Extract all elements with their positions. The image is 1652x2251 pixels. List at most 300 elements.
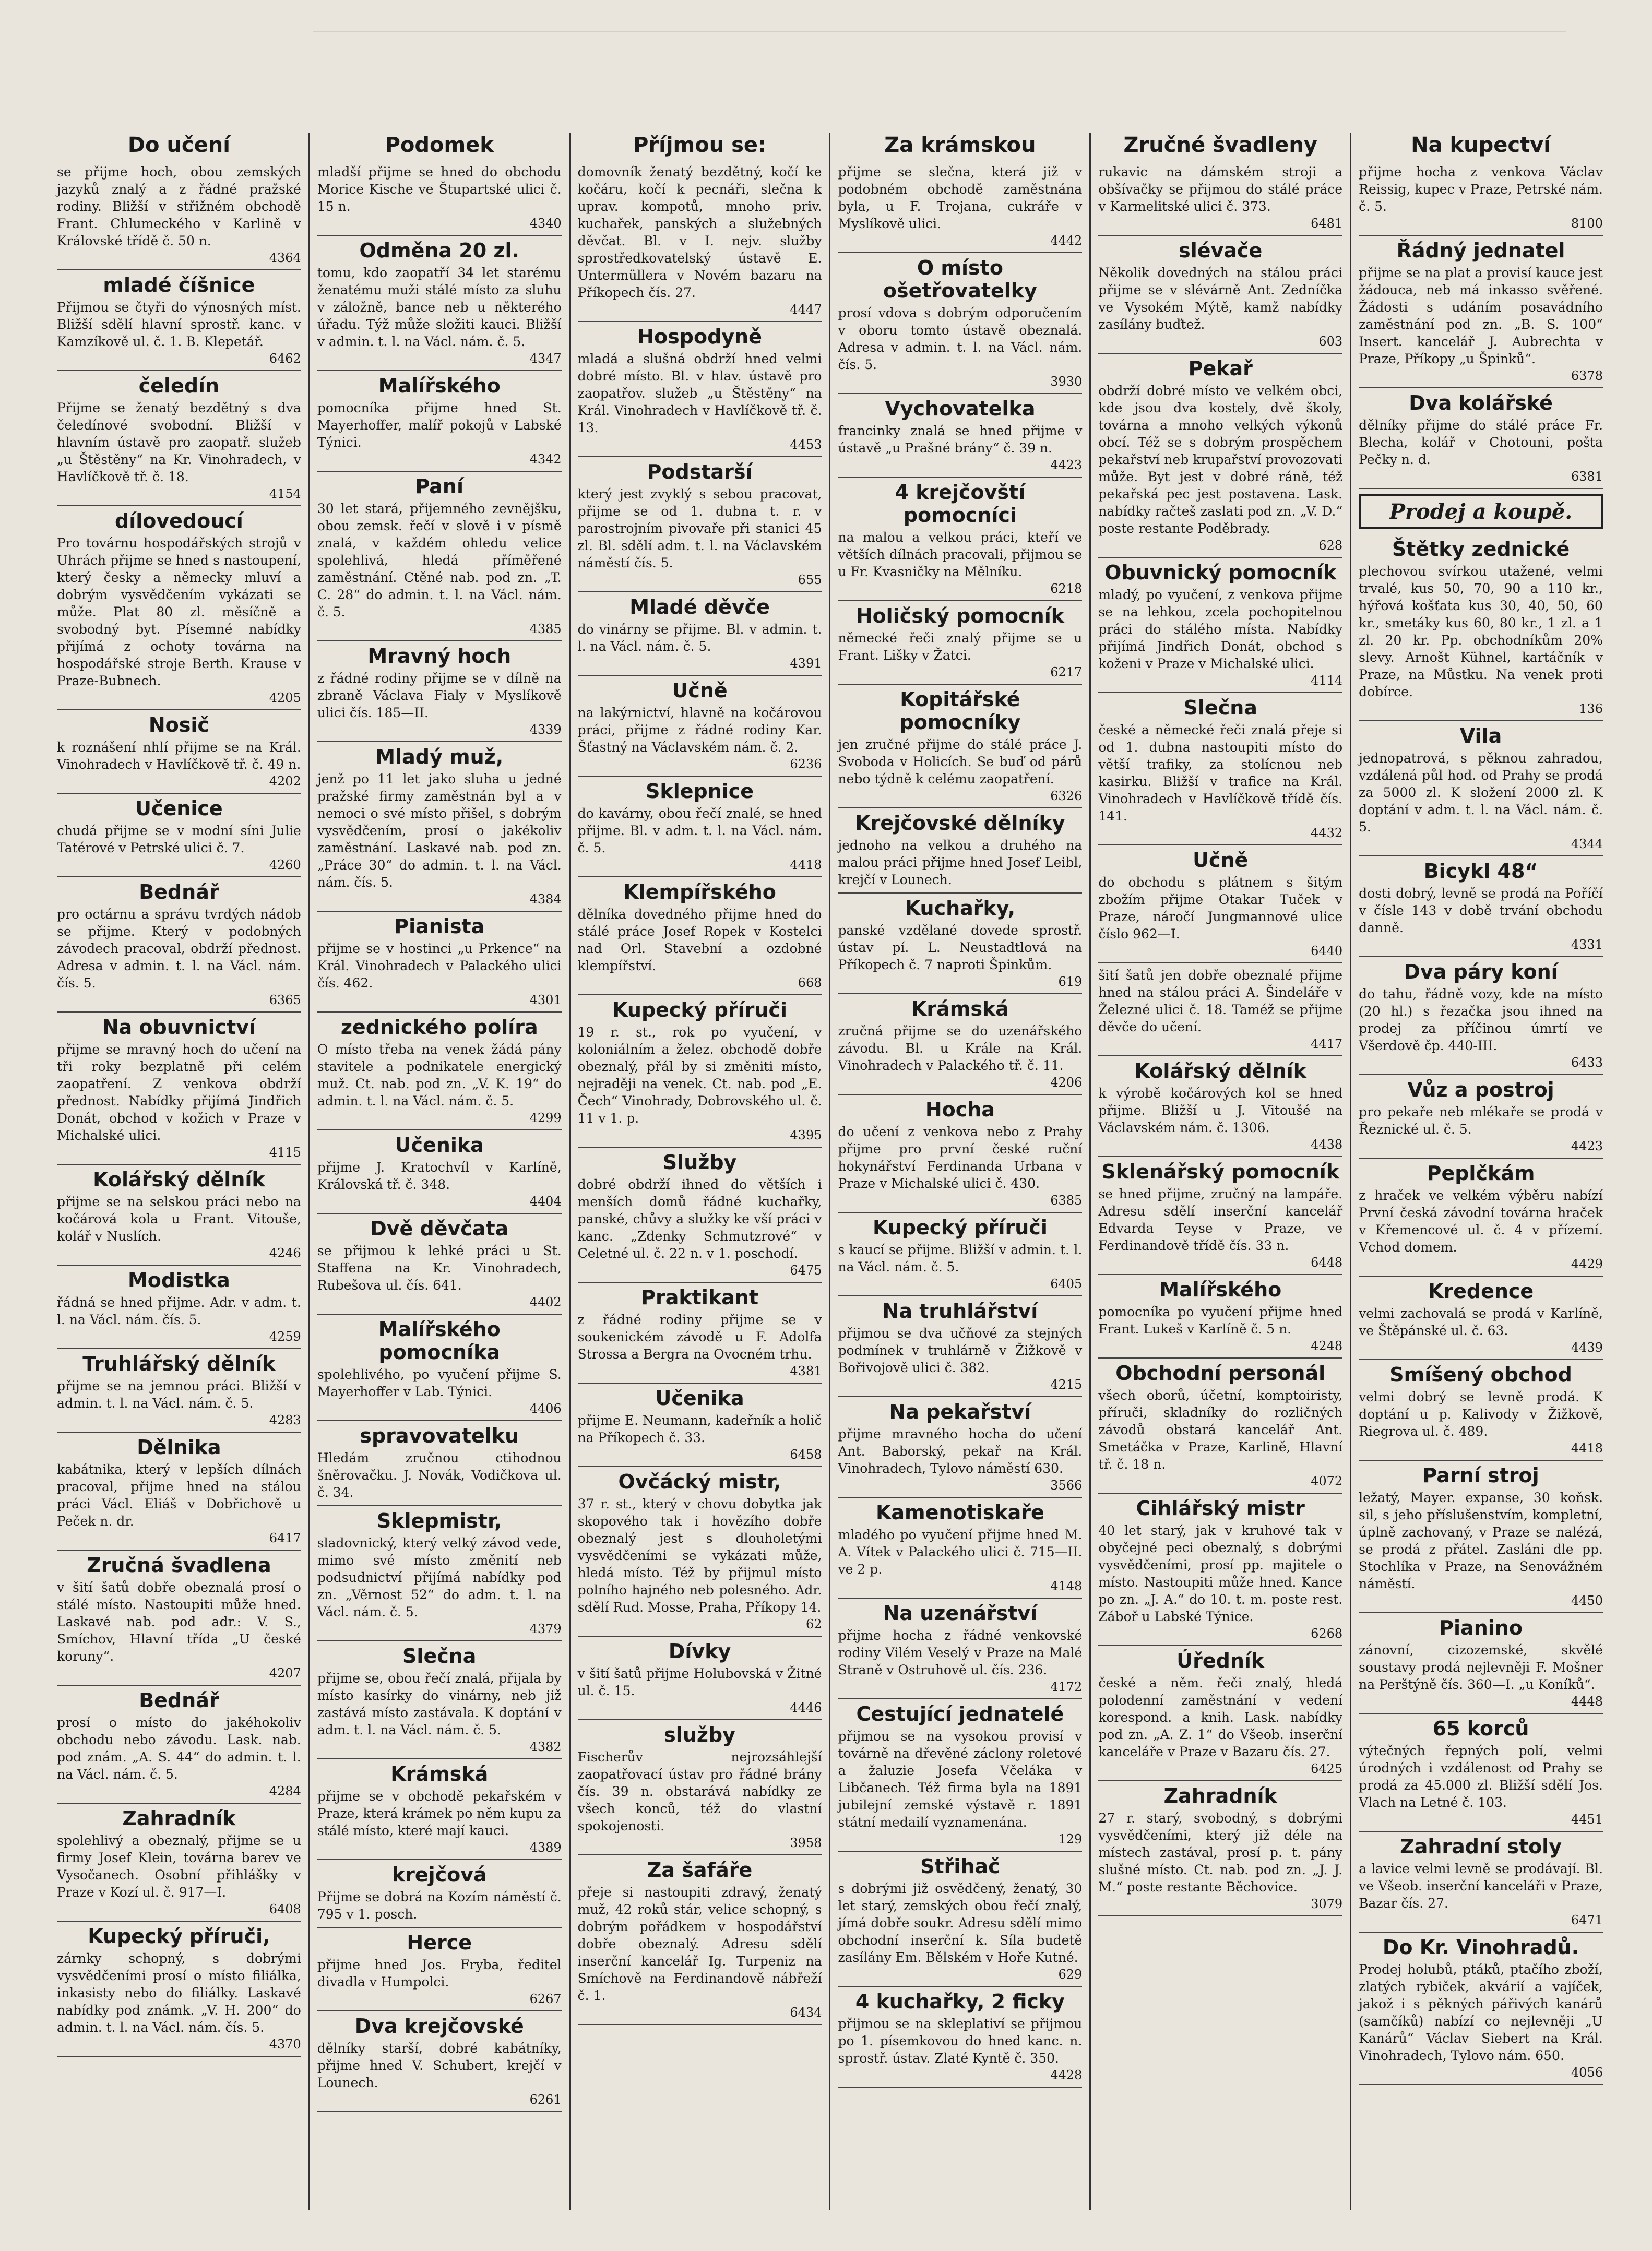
classified-ad (1359, 957, 1603, 1075)
classified-ad (838, 1397, 1082, 1498)
ad-body: řádná se hned přijme. Adr. v adm. t. l. na Václ. nám. čís. 5. (57, 1295, 301, 1327)
ad-title: Zahradník (1163, 1784, 1277, 1807)
ad-body: do tahu, řádně vozy, kde na místo (20 hl.) s řezačka jsou ihned na prodej za příčinou úmrtí ve Všerdově čp. 440-III. (1359, 986, 1603, 1053)
ad-number: 6462 (269, 351, 301, 366)
column-heading: Příjmou se: (633, 133, 767, 157)
classified-ad (578, 1467, 822, 1637)
ad-number: 4450 (1571, 1593, 1603, 1608)
ad-number: 4402 (529, 1295, 562, 1309)
ad-body: mladý, po vyučení, z venkova přijme se na lehkou, zcela pochopitelnou práci do stálého místa. Nabídky přijímá Jindřich Donát, obchod s koženi v Praze v Michalské ulici. (1098, 587, 1343, 671)
ad-body: přijme hocha z řádné venkovské rodiny Vilém Veselý v Praze na Malé Straně v Ostruhově ul. čís. 236. (838, 1628, 1083, 1677)
ad-body: přijmou se na skleplativí se přijmou po 1. písemkovou do hned kanc. n. sprostř. ústav. Zlaté Kyntě č. 350. (838, 2016, 1083, 2066)
ad-number: 6385 (1050, 1193, 1083, 1208)
classified-ad (57, 1349, 301, 1433)
classified-ad (1359, 1277, 1603, 1360)
classified-ad (1359, 1159, 1603, 1277)
ad-body: dělníka dovedného přijme hned do stálé práce Josef Ropek v Kostelci nad Orl. Stavební a ozdobné klempířství. (577, 907, 822, 973)
classified-ad (578, 777, 822, 877)
classified-ad (838, 808, 1082, 894)
ad-body: na malou a velkou práci, kteří ve větších dílnách pracovali, přijmou se u Fr. Kvasničky na Mělníku. (838, 530, 1083, 579)
ad-number: 4379 (529, 1622, 562, 1636)
ad-title: Modistka (127, 1269, 230, 1292)
ad-body: prosí o místo do jakéhokoliv obchodu nebo závodu. Lask. nab. pod znám. „A. S. 44“ do admin. t. l. na Václ. nám. č. 5. (57, 1715, 301, 1782)
ad-title: Úředník (1176, 1649, 1265, 1672)
ad-title: O místo ošetřovatelky (883, 256, 1037, 302)
ad-title: Vila (1459, 724, 1502, 747)
ad-body: panské vzdělané dovede sprostř. ústav pí. L. Neustadtlová na Příkopech č. 7 naproti Špinkům. (838, 923, 1083, 972)
ad-body: velmi zachovalá se prodá v Karlíně, ve Štěpánské ul. č. 63. (1359, 1306, 1603, 1338)
ad-title: Sklepnice (646, 780, 754, 803)
classified-ad (578, 1384, 822, 1467)
ad-body: Přijmou se čtyři do výnosných míst. Bližší sdělí hlavní sprostř. kanc. v Kamzíkově ul. č. 1. B. Klepetář. (57, 300, 301, 349)
ad-number: 6218 (1050, 581, 1083, 596)
ad-number: 4447 (790, 302, 822, 317)
ad-title: Smíšený obchod (1389, 1363, 1572, 1386)
ad-title: Pianista (394, 915, 485, 938)
ad-body: v šití šatů přijme Holubovská v Žitné ul. č. 15. (577, 1666, 822, 1698)
ad-number: 4428 (1050, 2068, 1083, 2082)
ad-title: Klempířského (623, 880, 776, 903)
ad-body: jenž po 11 let jako sluha u jedné pražské firmy zaměstnán byl a v nemoci o své místo přišel, s dobrým vysvědčením, prosí o jakékoliv zaměstnání. Laskavé nab. pod zn. „Práce 30“ do admin. t. l. na Václ. nám. čís. 5. (317, 771, 562, 890)
ad-body: tomu, kdo zaopatří 34 let starému ženatému muži stálé místo za sluhu v záložně, bance neb u některého úřadu. Týž může složiti kauci. Bližší v admin. t. l. na Václ. nám. č. 5. (317, 265, 562, 349)
ad-body: Přijme se dobrá na Kozím náměstí č. 795 v 1. posch. (317, 1889, 562, 1922)
ad-body: francinky znalá se hned přijme v ústavě „u Prašné brány“ č. 39 n. (838, 423, 1083, 456)
classified-ad (317, 1641, 562, 1759)
ad-title: Na uzenářství (883, 1602, 1038, 1625)
ad-title: Kupecký příruči (872, 1216, 1048, 1239)
ad-body: přijme se, obou řečí znalá, přijala by místo kasírky do vinárny, neb již zastává místo zastávala. K doptání v adm. t. l. na Václ. nám. č. 5. (317, 1671, 562, 1737)
ad-number: 6408 (269, 1902, 301, 1916)
ad-body: obdrží dobré místo ve velkém obci, kde jsou dva kostely, dvě školy, továrna a mnoho velkých výkonů obcí. Též se s dobrým prospěchem pekařství neb krupařství provozovati může. Byt jest v dobré ráně, též pekařská pec jest postavena. Lask. nabídky račteš zaslati pod zn. „V. D.“ poste restante Poděbrady. (1098, 383, 1343, 536)
ad-title: Truhlářský dělník (82, 1352, 276, 1375)
ad-number: 4283 (269, 1413, 301, 1427)
ad-number: 4259 (269, 1329, 301, 1344)
classified-ad (317, 1421, 562, 1506)
ad-body: domovník ženatý bezdětný, kočí ke kočáru, kočí k pecnáři, slečna k uprav. kompotů, mnoho priv. kuchařek, panských a služebných děvčat. Bl. v I. nejv. služby sprostředkovatelský ústavě E. Untermüllera v Novém bazaru na Příkopech čís. 27. (577, 164, 822, 300)
ad-title: Služby (662, 1151, 737, 1174)
ad-body: velmi dobrý se levně prodá. K doptání u p. Kalivody v Žižkově, Riegrova ul. č. 489. (1359, 1389, 1603, 1439)
ad-body: mladá a slušná obdrží hned velmi dobré místo. Bl. v hlav. ústavě pro zaopatřov. služeb „u Štěstěny“ na Král. Vinohradech v Havlíčkově tř. č. 13. (577, 351, 822, 435)
ad-title: Kopitářské pomocníky (899, 688, 1021, 734)
ad-body: přijme se na plat a provisí kauce jest žádouca, neb má inkasso svěřené. Žádosti s udáním posavádního zaměstnání pod zn. „B. S. 100“ Insert. kancelář J. Aubrechta v Praze, Příkopy „u Špinků“. (1359, 265, 1603, 366)
ad-title: Zručná švadlena (87, 1554, 271, 1577)
ad-number: 6378 (1571, 368, 1603, 383)
ad-body: do učení z venkova nebo z Prahy přijme pro první české ruční hokynářství Ferdinanda Urbana v Praze v Michalské ulici č. 430. (838, 1124, 1083, 1191)
ad-title: Dva kolářské (1409, 391, 1553, 414)
ad-title: Kolářský dělník (1134, 1059, 1306, 1082)
ad-title: 4 kuchařky, 2 ficky (855, 1990, 1065, 2013)
classified-ad (838, 1699, 1082, 1852)
ad-body: zánovní, cizozemské, skvělé soustavy prodá nejlevněji F. Mošner na Perštýně čís. 360—I. „u Koníků“. (1359, 1642, 1603, 1692)
ad-title: Zahradník (122, 1807, 236, 1830)
ad-number: 629 (1058, 1967, 1083, 1982)
ad-title: Hocha (925, 1098, 995, 1121)
ad-title: 65 korců (1432, 1717, 1529, 1740)
ad-body: zárnky schopný, s dobrými vysvědčeními prosí o místo filiálka, inkasisty nebo do filiálky. Laskavé nabídky pod známk. „V. H. 200“ do admin. t. l. na Václ. nám. čís. 5. (57, 1951, 301, 2035)
ad-body: ležatý, Mayer. expanse, 30 koňsk. sil, s jeho příslušenstvím, kompletní, úplně zachovaný, v Praze se nalézá, se prodá z přátel. Zasláni dle pp. Stochlíka v Praze, na Senovážném náměstí. (1359, 1490, 1603, 1591)
ad-number: 4438 (1311, 1137, 1343, 1152)
ad-body: mladší přijme se hned do obchodu Morice Kische ve Štupartské ulici č. 15 n. (317, 164, 562, 214)
column-heading: Za krámskou (884, 133, 1036, 157)
ad-body: 19 r. st., rok po vyučení, v koloniálním a želez. obchodě dobře obeznalý, přál by si změniti místo, nejraději na venek. Ct. nab. pod „E. Čech“ Vinohrady, Dobrovského ul. č. 11 v 1. p. (577, 1025, 822, 1126)
ad-body: z řádné rodiny přijme se v dílně na zbraně Václava Fialy v Myslíkově ulici čís. 185—II. (317, 671, 562, 720)
classified-ad (578, 1283, 822, 1384)
ad-number: 6365 (269, 993, 301, 1007)
ad-number: 6475 (790, 1263, 822, 1278)
classified-ad (1359, 1075, 1603, 1159)
ad-body: šití šatů jen dobře obeznalé přijme hned na stálou práci A. Šindeláře v Železné ulici č. 18. Taméž se přijme děvče do učení. (1098, 968, 1343, 1034)
ad-title: Dva páry koní (1404, 960, 1558, 983)
classified-ad (57, 1266, 301, 1349)
ad-number: 4260 (269, 857, 301, 872)
ad-body: přijme hned Jos. Fryba, ředitel divadla v Humpolci. (317, 1957, 562, 1990)
classified-ad (838, 894, 1082, 994)
ad-title: Učně (1193, 849, 1249, 872)
ad-title: Krámská (390, 1762, 489, 1785)
ad-body: přijme se mravný hoch do učení na tři roky bezplatně při celém zaopatření. Z venkova obdrží přednost. Nabídky přijímá Jindřich Donát, obchod v kožich v Praze v Michalské ulici. (57, 1042, 301, 1143)
classified-ad (57, 506, 301, 710)
ad-body: pomocníka po vyučení přijme hned Frant. Lukeš v Karlíně č. 5 n. (1098, 1304, 1343, 1337)
classified-ad (578, 457, 822, 592)
ad-title: Peplčkám (1427, 1162, 1535, 1185)
ad-number: 6481 (1311, 216, 1343, 231)
ad-body: do vinárny se přijme. Bl. v admin. t. l. na Václ. nám. č. 5. (577, 622, 822, 654)
ad-number: 4206 (1050, 1075, 1083, 1090)
ad-number: 4417 (1311, 1037, 1343, 1051)
ad-number: 4391 (790, 656, 822, 671)
ad-body: spolehlivý a obeznalý, přijme se u firmy Josef Klein, továrna barev ve Vysočanech. Osobní přihlášky v Praze v Kozí ul. č. 917—I. (57, 1833, 301, 1900)
ad-body: přeje si nastoupiti zdravý, ženatý muž, 42 roků stár, velice schopný, s dobrým pořádkem v hospodářství dobře obeznalý. Adresu sdělí inserční kancelář Ig. Turpeniz na Smíchově na Ferdinandově nábřeží č. 1. (577, 1885, 822, 2003)
classified-ad (317, 641, 562, 742)
ad-number: 4215 (1050, 1377, 1083, 1392)
ad-number: 4344 (1571, 837, 1603, 851)
ad-title: Cihlářský mistr (1136, 1497, 1305, 1520)
ad-body: se přijmou k lehké práci u St. Staffena na Kr. Vinohradech, Rubešova ul. čís. 641. (317, 1243, 562, 1293)
ad-title: mladé číšnice (103, 273, 255, 296)
classified-ad (1359, 1360, 1603, 1461)
ad-number: 4115 (269, 1145, 301, 1160)
ad-number: 6217 (1050, 665, 1083, 680)
ad-number: 4395 (790, 1128, 822, 1142)
ad-number: 6405 (1050, 1277, 1083, 1291)
ad-body: prosí vdova s dobrým odporučením v oboru tomto ústavě obeznalá. Adresa v admin. t. l. na Václ. nám. čís. 5. (838, 305, 1083, 372)
classified-ad (838, 160, 1082, 253)
ad-body: Přijme se ženatý bezdětný s dva čeledínové svobodní. Bližší v hlavním ústavě pro zaopatř. služeb „u Štěstěny“ na Kr. Vinohradech, v Havlíčkově tř. č. 18. (57, 400, 301, 484)
ad-body: 27 r. starý, svobodný, s dobrými vysvědčeními, který již déle na místech zastával, prosí p. t. pány slušné místo. Ct. nab. pod zn. „J. J. M.“ poste restante Běchovice. (1098, 1811, 1343, 1895)
classified-ad (1098, 558, 1342, 693)
classified-ad (317, 1214, 562, 1315)
ad-number: 6417 (269, 1531, 301, 1545)
ad-title: Ovčácký mistr, (618, 1470, 781, 1493)
ad-number: 4432 (1311, 826, 1343, 840)
ad-title: Sklenářský pomocník (1101, 1160, 1340, 1183)
ad-number: 4429 (1571, 1257, 1603, 1271)
ad-number: 4451 (1571, 1812, 1603, 1827)
ad-body: O místo třeba na venek žádá pány stavitele a podnikatele energický muž. Ct. nab. pod zn. „V. K. 19“ do admin. t. l. na Václ. nám. č. 5. (317, 1042, 562, 1109)
ad-title: Vychovatelka (885, 397, 1036, 420)
classified-ad (57, 1551, 301, 1686)
ad-number: 3958 (790, 1836, 822, 1850)
ad-body: přijme se v hostinci „u Prkence“ na Král. Vinohradech v Palackého ulici čís. 462. (317, 941, 562, 991)
classified-ad (838, 685, 1082, 808)
ad-title: Malířského pomocníka (378, 1318, 501, 1364)
ad-title: Na truhlářství (882, 1300, 1038, 1323)
ad-body: přijmou se na vysokou provisí v továrně na dřevěné záclony roletové a žaluzie Josefa Včeláka v Libčanech. Též firma byla na 1891 jubilejní zemské výstavě r. 1891 státní medailí vyznamenána. (838, 1729, 1083, 1830)
classified-ad (1359, 721, 1603, 856)
ad-title: Učenice (135, 797, 223, 820)
ad-number: 4364 (269, 251, 301, 265)
ad-body: 40 let starý, jak v kruhové tak v obyčejné peci obeznalý, s dobrými vysvědčeními, prosí pp. majitele o místo. Nastoupiti může hned. Kance po zn. „J. A.“ do 10. t. m. poste rest. Záboř u Labské Týnice. (1098, 1523, 1343, 1624)
classified-ad (317, 1013, 562, 1130)
classified-ad (317, 1759, 562, 1860)
ad-title: Paní (415, 475, 464, 498)
ad-number: 4339 (529, 722, 562, 737)
ad-title: Střihač (920, 1855, 1000, 1878)
ad-title: čeledín (138, 374, 220, 397)
ad-body: s dobrými již osvědčený, ženatý, 30 let starý, zemských obou řečí znalý, jímá dobře soukr. Adresu sdělí mimo obchodní inserční k. Síla budetě zasílány Em. Bělském v Hoře Kutné. (838, 1881, 1083, 1965)
ad-body: české a německé řeči znalá přeje si od 1. dubna nastoupiti místo do větší trafiky, za stolícnou neb kasirku. Bližší v trafice na Král. Vinohradech v Havlíčkově třídě čís. 141. (1098, 722, 1343, 824)
ad-title: Malířského (1159, 1278, 1282, 1301)
ad-number: 8100 (1571, 216, 1603, 231)
classified-ad (838, 601, 1082, 685)
ad-number: 4389 (529, 1840, 562, 1855)
ad-title: Dělnika (137, 1436, 221, 1459)
ad-title: Kuchařky, (905, 897, 1016, 920)
ad-number: 6433 (1571, 1055, 1603, 1070)
ad-body: dosti dobrý, levně se prodá na Poříčí v čísle 143 v době trvání obchodu danně. (1359, 886, 1603, 935)
ad-body: který jest zvyklý s sebou pracovat, přijme se od 1. dubna t. r. v parostrojním pivovaře při stanici 45 zl. Bl. sdělí adm. t. l. na Václavském náměstí čís. 5. (577, 486, 822, 570)
ad-number: 62 (805, 1617, 822, 1631)
ad-title: Obuvnický pomocník (1104, 561, 1337, 584)
ad-title: Zahradní stoly (1400, 1835, 1562, 1858)
ad-title: Vůz a postroj (1407, 1078, 1554, 1101)
ad-title: Slečna (1183, 696, 1257, 719)
ad-body: přijme se na jemnou práci. Bližší v admin. t. l. na Václ. nám. č. 5. (57, 1378, 301, 1411)
classified-ad (57, 1922, 301, 2057)
ad-body: jednoho na velkou a druhého na malou práci přijme hned Josef Leibl, krejčí v Lounech. (838, 838, 1083, 887)
ad-number: 4284 (269, 1784, 301, 1799)
column-4 (829, 133, 1089, 2210)
ad-number: 4382 (529, 1740, 562, 1754)
classified-ad (838, 1852, 1082, 1987)
ad-number: 4299 (529, 1111, 562, 1125)
ad-number: 655 (798, 573, 822, 587)
classified-ad (1098, 1056, 1342, 1157)
column-6 (1350, 133, 1610, 2210)
ad-number: 668 (798, 975, 822, 990)
ad-body: z řádné rodiny přijme se v soukenickém závodě u F. Adolfa Strossa a Bergra na Ovocném trhu. (577, 1312, 822, 1362)
ad-title: Sklepmistr, (376, 1509, 502, 1532)
section-box-title: Prodej a koupě. (1359, 494, 1603, 529)
classified-ad (57, 270, 301, 371)
ad-body: pro octárnu a správu tvrdých nádob se přijme. Který v podobných závodech pracoval, obdrží přednost. Adresa v admin. t. l. na Václ. nám. čís. 5. (57, 907, 301, 991)
ad-body: mladého po vyučení přijme hned M. A. Vítek v Palackého ulici č. 715—II. ve 2 p. (838, 1527, 1083, 1577)
classified-ad (317, 472, 562, 641)
ad-body: německé řeči znalý přijme se u Frant. Lišky v Žatci. (838, 630, 1083, 663)
ad-number: 3566 (1050, 1478, 1083, 1493)
ad-title: Praktikant (641, 1286, 758, 1309)
ad-number: 3930 (1050, 374, 1083, 389)
ad-title: služby (664, 1723, 735, 1746)
ad-title: Parní stroj (1422, 1464, 1539, 1487)
classified-ad (838, 1987, 1082, 2088)
ad-title: Pianino (1439, 1616, 1523, 1639)
ad-body: přijme mravného hocha do učení Ant. Baborský, pekař na Král. Vinohradech, Tylovo náměstí 630. (838, 1426, 1083, 1476)
ad-body: na lakýrnictví, hlavně na kočárovou práci, přijme z řádné rodiny Kar. Šťastný na Václavském nám. č. 2. (577, 705, 822, 755)
ad-number: 6268 (1311, 1626, 1343, 1641)
classified-ad (838, 253, 1082, 394)
ad-body: do kavárny, obou řečí znalé, se hned přijme. Bl. v adm. t. l. na Václ. nám. č. 5. (577, 806, 822, 855)
column-heading: Na kupectví (1411, 133, 1551, 157)
ad-title: Kredence (1428, 1280, 1534, 1303)
classified-ad (317, 742, 562, 912)
ad-body: dobré obdrží ihned do větších i menších domů řádné kuchařky, panské, chůvy a služky ke vší práci v kanc. „Zdenky Schmutzrové“ v Celetné ul. č. 22 n. v 1. poschodí. (577, 1177, 822, 1261)
ad-title: Holičský pomocník (855, 604, 1065, 627)
ad-title: Pekař (1188, 357, 1253, 380)
classified-ad (1359, 1714, 1603, 1832)
ad-body: přijmou se dva učňové za stejných podmínek v truhlárně v Žižkově v Bořivojově ulici č. 382. (838, 1326, 1083, 1375)
classified-ad (317, 1315, 562, 1421)
ad-title: Učně (672, 679, 728, 702)
ad-number: 4418 (1571, 1441, 1603, 1456)
ad-body: plechovou svírkou utažené, velmi trvalé, kus 50, 70, 90 a 110 kr., hýřová košťata kus 30, 40, 50, 60 kr., smetáky kus 60, 80 kr., 1 zl. a 1 zl. 20 kr. Pp. obchodníkům 20% slevy. Arnošt Kühnel, kartáčník v Praze, na Můstku. Na venek proti dobírce. (1359, 564, 1603, 699)
ad-title: Hospodyně (637, 325, 762, 348)
ad-title: 4 krejčovští pomocníci (895, 481, 1026, 527)
classified-ad (578, 1855, 822, 2025)
classified-ad (57, 160, 301, 270)
ad-title: Dva krejčovské (354, 2015, 524, 2038)
ad-number: 6381 (1571, 469, 1603, 484)
classified-columns (50, 133, 1610, 2210)
ad-number: 4423 (1050, 458, 1083, 472)
ad-number: 4246 (269, 1246, 301, 1260)
column-2 (308, 133, 569, 2210)
classified-ad (1098, 1275, 1342, 1359)
ad-number: 4202 (269, 774, 301, 789)
ad-body: pomocníka přijme hned St. Mayerhoffer, malíř pokojů v Labské Týnici. (317, 400, 562, 450)
classified-ad (57, 1013, 301, 1165)
classified-ad (57, 371, 301, 506)
classified-ad (1098, 160, 1342, 236)
ad-number: 4056 (1571, 2065, 1603, 2080)
classified-ad (1359, 388, 1603, 489)
ad-number: 4340 (529, 216, 562, 231)
classified-ad (317, 236, 562, 371)
ad-body: sladovnický, který velký závod vede, mimo své místo změnití neb podsudnictví přijímá nabídky pod zn. „Věrnost 52“ do adm. t. l. na Václ. nám. č. 5. (317, 1535, 562, 1619)
ad-body: výtečných řepných polí, velmi úrodných i vzdálenost od Prahy se prodá za 45.000 zl. Bližší sdělí Jos. Vlach na Letné č. 103. (1359, 1743, 1603, 1810)
ad-title: Mladý muž, (375, 745, 504, 768)
classified-ad (578, 1637, 822, 1720)
classified-ad (1359, 160, 1603, 236)
classified-ad (1098, 1646, 1342, 1781)
ad-body: v šití šatů dobře obeznalá prosí o stálé místo. Nastoupiti může hned. Laskavé nab. pod adr.: V. S., Smíchov, Hlavní třída „U české koruny“. (57, 1580, 301, 1664)
ad-number: 4342 (529, 452, 562, 467)
ad-body: všech oborů, účetní, komptoiristy, příruči, skladníky do rozličných závodů obstará kancelář Ant. Smetáčka v Praze, Karlině, Hlavní tř. č. 18 n. (1098, 1388, 1343, 1472)
ad-title: zednického políra (340, 1016, 538, 1039)
ad-body: dělníky přijme do stálé práce Fr. Blecha, kolář v Chotouni, pošta Pečky n. d. (1359, 418, 1603, 467)
classified-ad (1098, 354, 1342, 558)
ad-number: 6326 (1050, 789, 1083, 803)
ad-title: Cestující jednatelé (856, 1702, 1064, 1725)
ad-title: krejčová (391, 1863, 487, 1886)
ad-title: Malířského (378, 374, 501, 397)
ad-title: Do Kr. Vinohradů. (1382, 1936, 1579, 1959)
classified-ad (838, 1498, 1082, 1599)
ad-title: Herce (407, 1931, 472, 1954)
classified-ad (1359, 534, 1603, 721)
column-3 (569, 133, 829, 2210)
ad-number: 4439 (1571, 1340, 1603, 1355)
classified-ad (317, 160, 562, 236)
classified-ad (578, 322, 822, 457)
column-1 (50, 133, 308, 2210)
ad-title: Štětky zednické (1392, 538, 1570, 561)
ad-title: spravovatelku (360, 1424, 519, 1447)
classified-ad (57, 710, 301, 794)
classified-ad (317, 2011, 562, 2112)
ad-number: 6471 (1571, 1913, 1603, 1927)
classified-ad (838, 994, 1082, 1095)
ad-number: 619 (1058, 974, 1083, 989)
ad-body: se přijme hoch, obou zemských jazyků znalý a z řádné pražské rodiny. Bližší v střižném obchodě Frant. Chlumeckého v Karlině v Královské třídě č. 50 n. (57, 164, 301, 248)
ad-body: zručná přijme se do uzenářského závodu. Bl. u Krále na Král. Vinohradech v Palackého tř. č. 11. (838, 1023, 1083, 1073)
classified-ad (317, 1506, 562, 1641)
ad-number: 6425 (1311, 1761, 1343, 1776)
classified-ad (1098, 845, 1342, 963)
classified-ad (1359, 1832, 1603, 1933)
ad-title: dílovedoucí (115, 509, 243, 532)
ad-number: 4384 (529, 892, 562, 907)
classified-ad (838, 1095, 1082, 1213)
ad-body: s kaucí se přijme. Bližší v admin. t. l. na Václ. nám. č. 5. (838, 1242, 1083, 1275)
ad-title: Za šafáře (647, 1859, 753, 1881)
ad-title: Kupecký příruči, (88, 1925, 270, 1948)
ad-title: Bicykl 48“ (1423, 860, 1538, 883)
classified-ad (1098, 1359, 1342, 1494)
ad-number: 4072 (1311, 1474, 1343, 1488)
ad-body: 37 r. st., který v chovu dobytka jak skopového tak i hovězího dobře obeznalý jest s dlouholetými vysvědčeními se vykázati může, hledá místo. Též by přijmul místo polního hajného neb polesného. Adr. sdělí Rud. Mosse, Praha, Příkopy 14. (577, 1496, 822, 1615)
classified-ad (317, 371, 562, 472)
classified-ad (578, 877, 822, 995)
ad-number: 4423 (1571, 1139, 1603, 1153)
classified-ad (838, 394, 1082, 478)
ad-title: Nosič (148, 713, 209, 736)
ad-body: z hraček ve velkém výběru nabízí První česká závodní továrna hraček v Křemencové ul. č. 4 v přízemí. Vchod domem. (1359, 1188, 1603, 1255)
ad-number: 4418 (790, 857, 822, 872)
ad-title: Mravný hoch (367, 645, 512, 668)
ad-title: Bednář (139, 880, 219, 903)
classified-ad (578, 1148, 822, 1283)
ad-number: 4448 (1571, 1694, 1603, 1709)
ad-title: Dvě děvčata (370, 1217, 509, 1240)
classified-ad (57, 1165, 301, 1266)
ad-number: 4331 (1571, 937, 1603, 952)
ad-body: přijme hocha z venkova Václav Reissig, kupec v Praze, Petrské nám. č. 5. (1359, 164, 1603, 214)
ad-body: Pro továrnu hospodářských strojů v Uhrách přijme se hned s nastoupení, který česky a německy mluví a dobrým vysvědčením vykázati se může. Plat 80 zl. měsíčně a svobodný byt. Písemné nabídky přijímá z ochoty továrna na hospodářské stroje Berth. Krause v Praze-Bubnech. (57, 535, 301, 688)
classified-ad (1359, 856, 1603, 957)
ad-title: Řádný jednatel (1396, 239, 1565, 262)
ad-body: dělníky starší, dobré kabátníky, přijme hned V. Schubert, krejčí v Lounech. (317, 2041, 562, 2090)
classified-ad (317, 912, 562, 1013)
classified-ad (57, 1686, 301, 1804)
ad-title: Obchodní personál (1115, 1362, 1326, 1385)
classified-ad (57, 877, 301, 1013)
ad-body: přijme se na selskou práci nebo na kočárová kola u Frant. Vitouše, kolář v Nuslích. (57, 1194, 301, 1244)
ad-body: přijme E. Neumann, kadeřník a holič na Příkopech č. 33. (577, 1413, 822, 1445)
ad-number: 4381 (790, 1364, 822, 1378)
ad-title: Učenika (395, 1134, 484, 1157)
ad-number: 4404 (529, 1194, 562, 1209)
